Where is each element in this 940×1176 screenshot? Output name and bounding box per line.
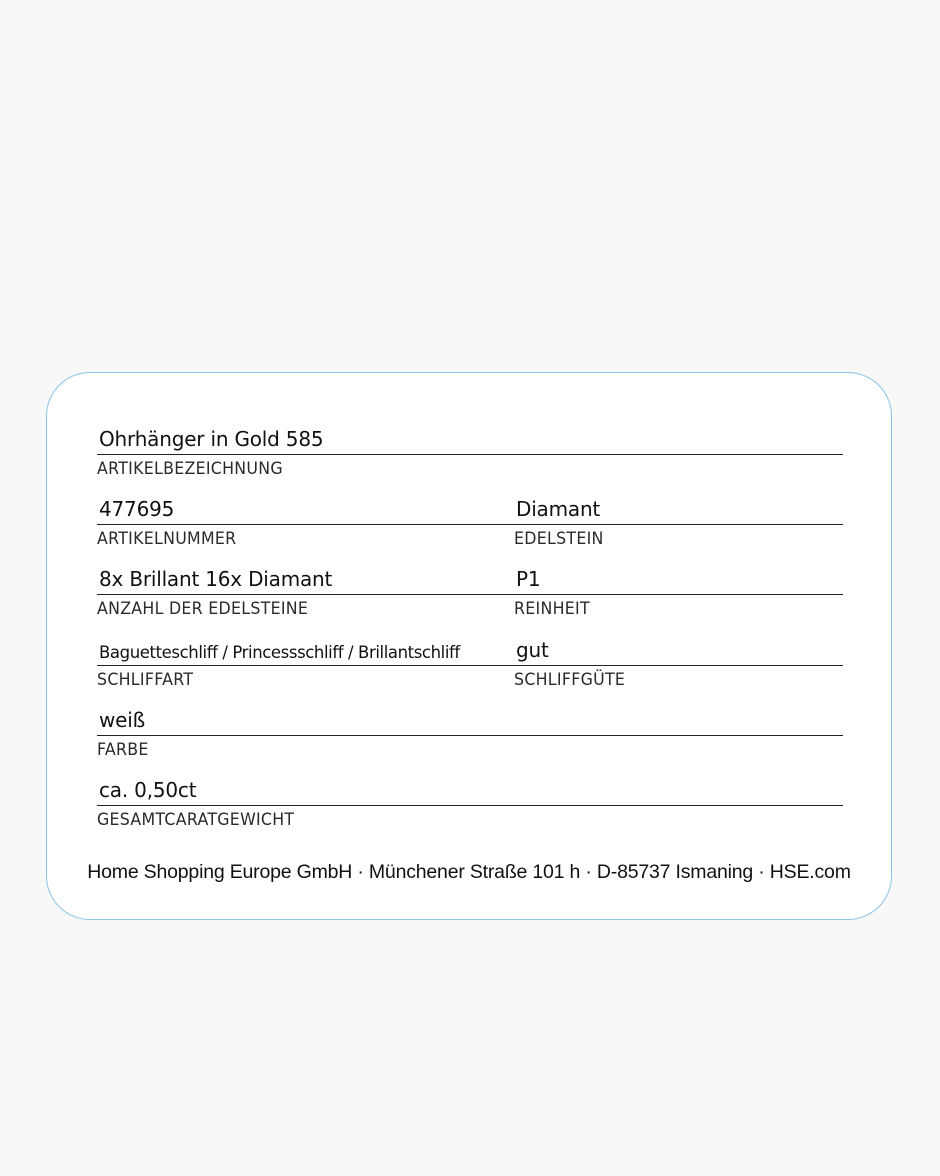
cut-type-label: SCHLIFFART bbox=[97, 670, 194, 690]
divider bbox=[514, 524, 843, 525]
clarity-value: P1 bbox=[516, 567, 541, 591]
color-value: weiß bbox=[99, 708, 146, 732]
gemstone-count-label: ANZAHL DER EDELSTEINE bbox=[97, 599, 309, 619]
total-carat-value: ca. 0,50ct bbox=[99, 778, 197, 802]
certificate-card bbox=[46, 372, 892, 920]
article-name-value: Ohrhänger in Gold 585 bbox=[99, 427, 324, 451]
company-footer: Home Shopping Europe GmbH · Münchener Straße 101 h · D-85737 Ismaning · HSE.com bbox=[87, 861, 851, 883]
clarity-label: REINHEIT bbox=[514, 599, 590, 619]
field-gemstone-count bbox=[97, 565, 517, 625]
gemstone-value: Diamant bbox=[516, 497, 601, 521]
divider bbox=[97, 454, 843, 455]
divider bbox=[97, 594, 517, 595]
article-number-value: 477695 bbox=[99, 497, 175, 521]
article-number-label: ARTIKELNUMMER bbox=[97, 529, 237, 549]
divider bbox=[514, 665, 843, 666]
field-total-carat bbox=[97, 776, 843, 836]
divider bbox=[514, 594, 843, 595]
field-cut-type bbox=[97, 636, 517, 696]
divider bbox=[97, 735, 843, 736]
field-article-name bbox=[97, 425, 843, 485]
gemstone-count-value: 8x Brillant 16x Diamant bbox=[99, 567, 333, 591]
field-gemstone bbox=[514, 495, 843, 555]
cut-quality-label: SCHLIFFGÜTE bbox=[514, 670, 626, 690]
cut-quality-value: gut bbox=[516, 638, 549, 662]
divider bbox=[97, 665, 517, 666]
field-clarity bbox=[514, 565, 843, 625]
cut-type-value: Baguetteschliff / Princessschliff / Brillantschliff bbox=[99, 643, 460, 662]
divider bbox=[97, 805, 843, 806]
field-article-number bbox=[97, 495, 517, 555]
article-name-label: ARTIKELBEZEICHNUNG bbox=[97, 459, 283, 479]
field-cut-quality bbox=[514, 636, 843, 696]
field-color bbox=[97, 706, 843, 766]
color-label: FARBE bbox=[97, 740, 149, 760]
divider bbox=[97, 524, 517, 525]
total-carat-label: GESAMTCARATGEWICHT bbox=[97, 810, 295, 830]
gemstone-label: EDELSTEIN bbox=[514, 529, 604, 549]
